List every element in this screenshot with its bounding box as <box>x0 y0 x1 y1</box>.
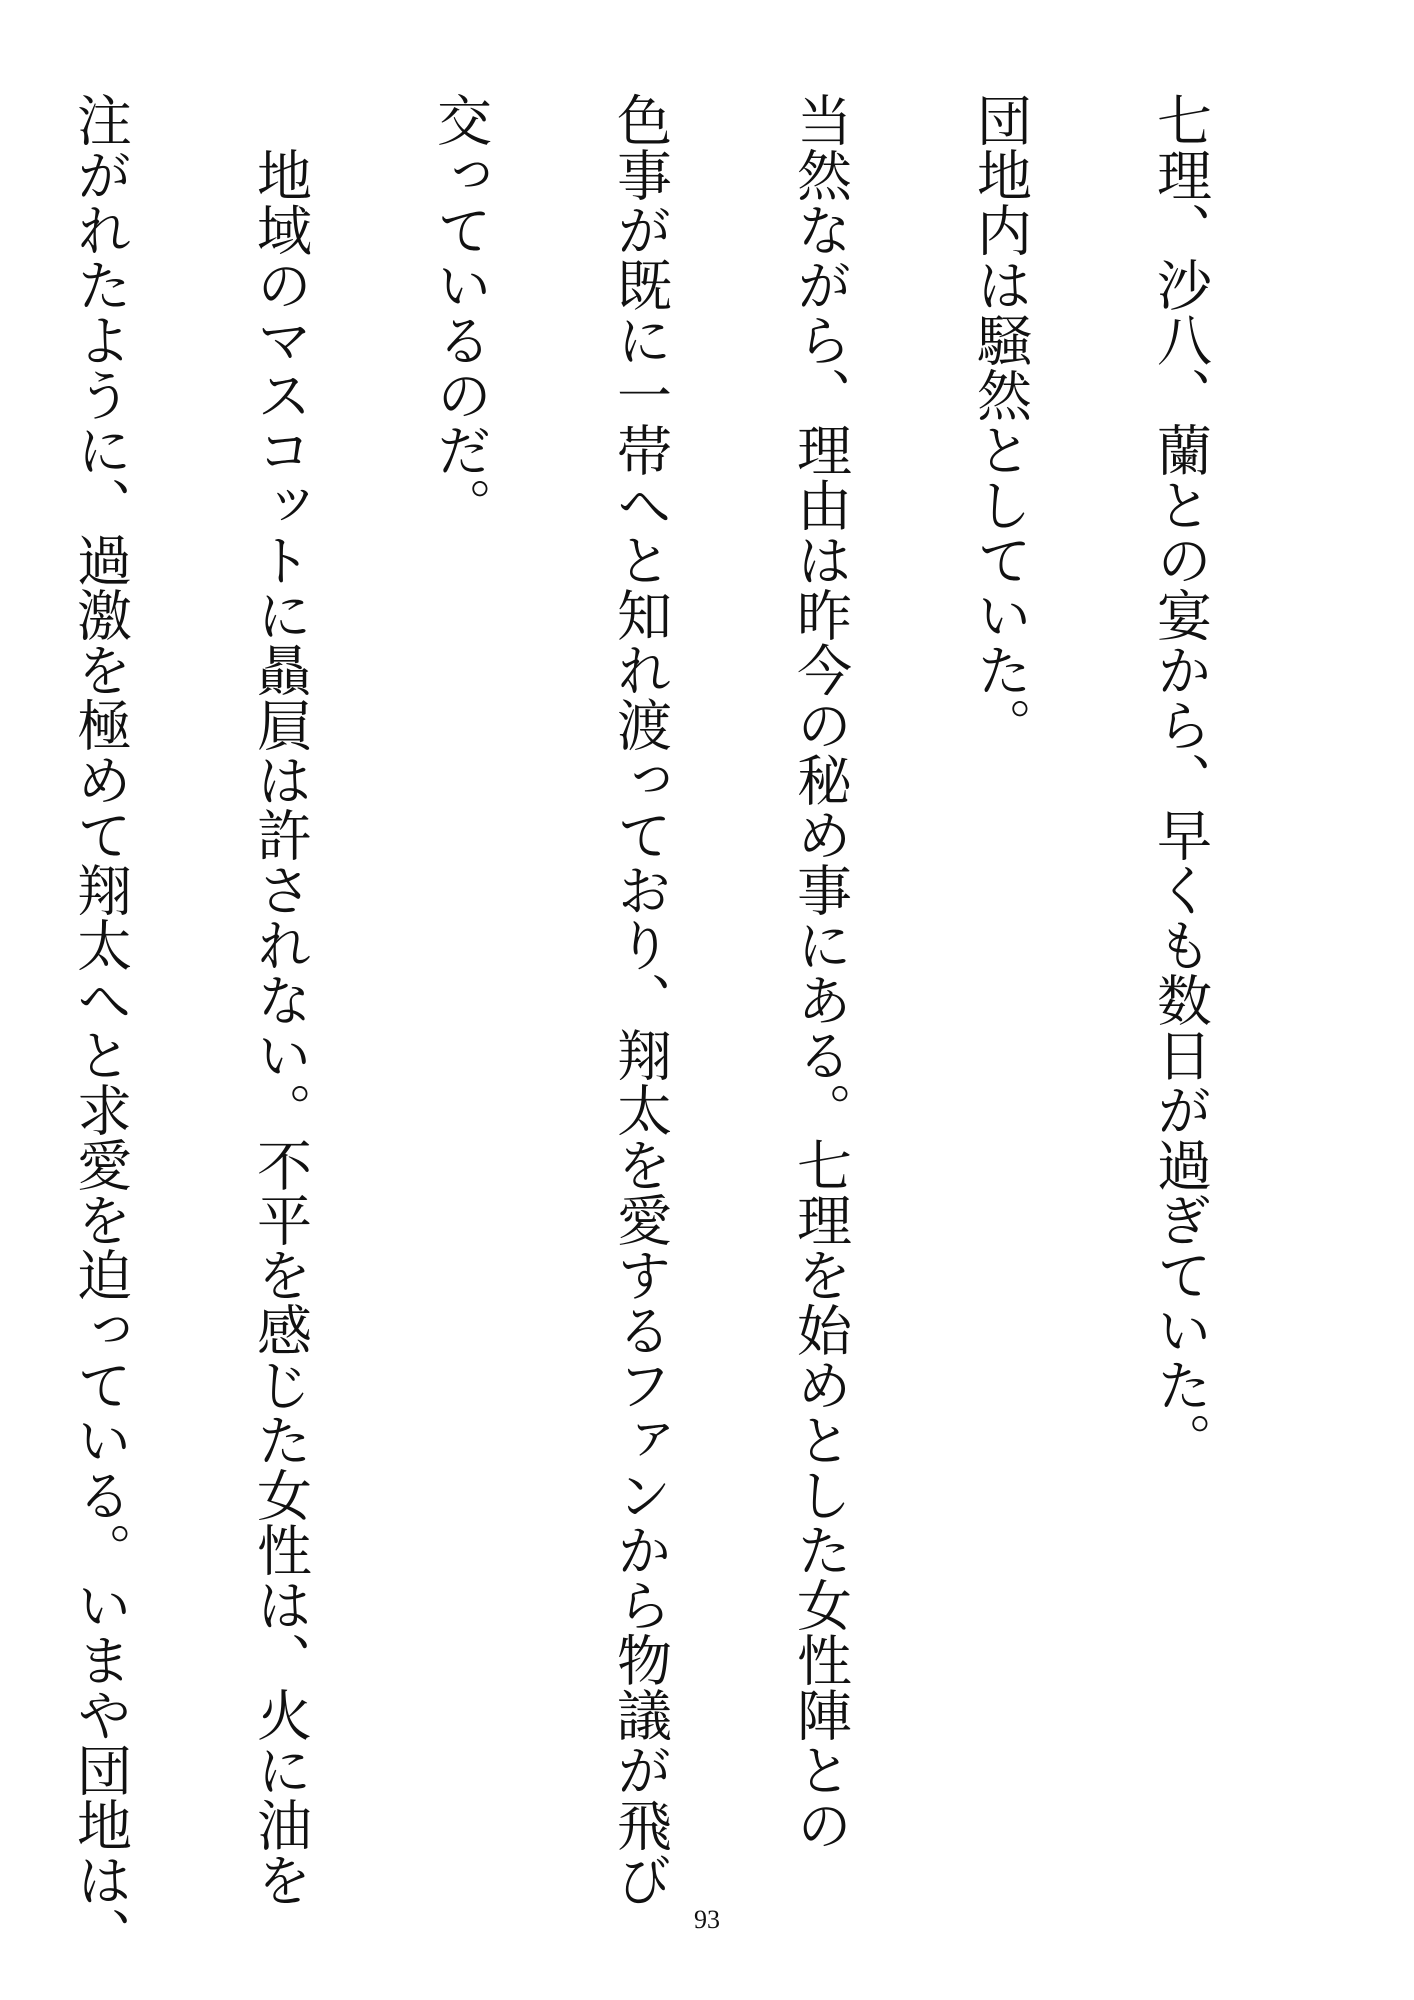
text-line: 団地内は騒然としていた。 <box>968 92 1032 752</box>
text-line: 地域のマスコットに贔屓は許されない。不平を感じた女性は、火に油を <box>248 92 312 1907</box>
text-line: 当然ながら、理由は昨今の秘め事にある。七理を始めとした女性陣との <box>788 92 852 1852</box>
text-line: 交っているのだ。 <box>428 92 492 532</box>
page-number: 93 <box>694 1905 720 1934</box>
text-line: 注がれたように、過激を極めて翔太へと求愛を迫っている。いまや団地は、 <box>68 92 132 1962</box>
text-line: 七理、沙八、蘭との宴から、早くも数日が過ぎていた。 <box>1148 92 1212 1467</box>
text-line: 色事が既に一帯へと知れ渡っており、翔太を愛するファンから物議が飛び <box>608 92 672 1907</box>
